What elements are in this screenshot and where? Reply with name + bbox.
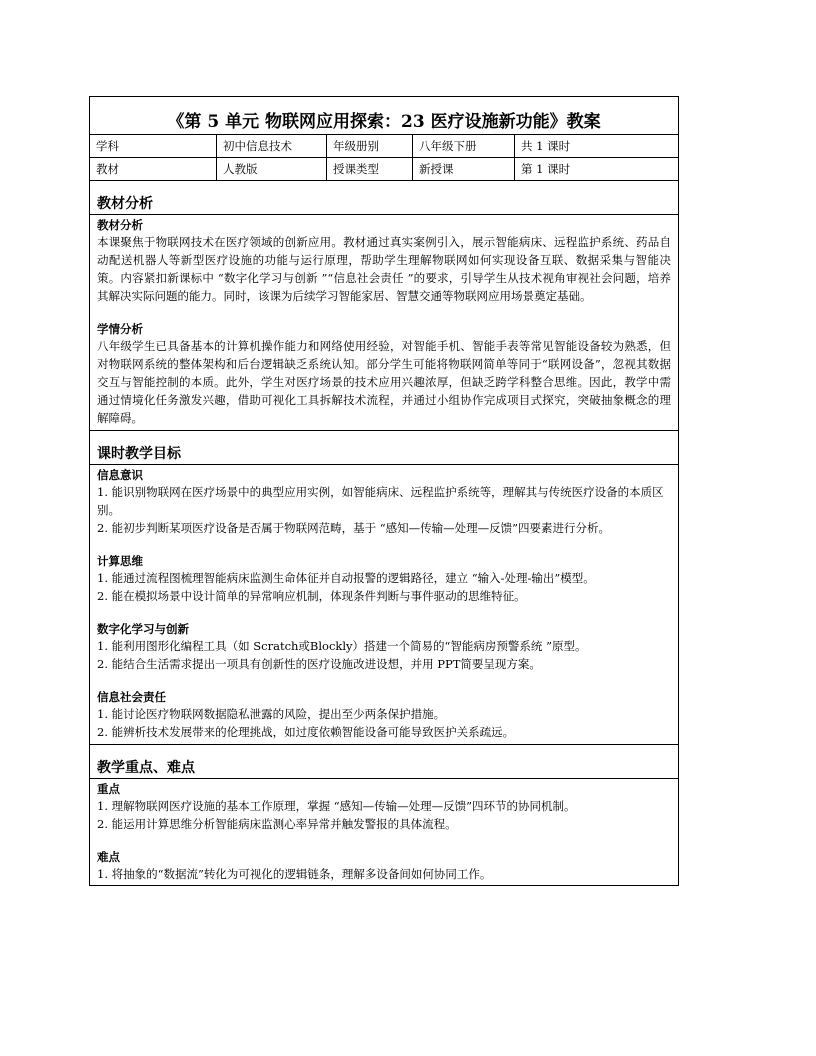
list-item: 1. 能识别物联网在医疗场景中的典型应用实例，如智能病床、远程监护系统等，理解其与传统医疗设备的本质区别。 <box>97 485 664 517</box>
section-body-analysis <box>90 215 678 431</box>
info-cell: 共 1 课时 <box>521 139 571 153</box>
info-cell: 初中信息技术 <box>217 135 327 157</box>
section-heading-keypoints: 教学重点、难点 <box>90 745 678 779</box>
subheading-digital-learning: 数字化学习与创新 <box>97 622 189 636</box>
subheading-learner-analysis: 学情分析 <box>97 322 143 336</box>
section-heading-analysis: 教材分析 <box>90 181 678 215</box>
list-item: 2. 能结合生活需求提出一项具有创新性的医疗设施改进设想，并用 PPT简要呈现方案。 <box>97 657 541 671</box>
list-item: 2. 能在模拟场景中设计简单的异常响应机制，体现条件判断与事件驱动的思维特征。 <box>97 589 526 603</box>
section-heading-objectives: 课时教学目标 <box>90 431 678 465</box>
info-cell: 年级册别 <box>327 135 413 157</box>
list-item: 1. 能讨论医疗物联网数据隐私泄露的风险，提出至少两条保护措施。 <box>97 707 446 721</box>
lesson-plan-table <box>89 96 679 886</box>
info-cell: 新授课 <box>413 158 515 180</box>
info-cell: 第 1 课时 <box>521 162 571 176</box>
info-cell: 学科 <box>90 135 217 157</box>
info-cell: 人教版 <box>217 158 327 180</box>
paragraph-learner-analysis: 八年级学生已具备基本的计算机操作能力和网络使用经验，对智能手机、智能手表等常见智能设备较为熟悉，但对物联网系统的整体架构和后台逻辑缺乏系统认知。部分学生可能将物联网简单等同于“联网设备”，忽视其数据交互与智能控制的本质。此外，学生对医疗场景的技术应用兴趣浓厚，但缺乏跨学科整合思维。因此，教学中需通过情境化任务激发兴趣，借助可视化工具拆解技术流程，并通过小组协作完成项目式探究，突破抽象概念的理解障碍。 <box>97 339 671 425</box>
subheading-info-awareness: 信息意识 <box>97 468 143 482</box>
subheading-key-points: 重点 <box>97 782 120 796</box>
subheading-difficulties: 难点 <box>97 850 120 864</box>
info-cell: 教材 <box>90 158 217 180</box>
section-body-objectives <box>90 465 678 745</box>
info-cell: 授课类型 <box>327 158 413 180</box>
list-item: 1. 将抽象的“数据流”转化为可视化的逻辑链条，理解多设备间如何协同工作。 <box>97 867 492 881</box>
subheading-textbook-analysis: 教材分析 <box>97 218 143 232</box>
subheading-social-responsibility: 信息社会责任 <box>97 690 166 704</box>
subheading-computational-thinking: 计算思维 <box>97 554 143 568</box>
section-body-keypoints <box>90 779 678 885</box>
list-item: 2. 能初步判断某项医疗设备是否属于物联网范畴，基于 “感知—传输—处理—反馈”四要素进行分析。 <box>97 521 611 535</box>
info-cell: 八年级下册 <box>413 135 515 157</box>
list-item: 1. 能通过流程图梳理智能病床监测生命体征并自动报警的逻辑路径，建立 “输入-处理-输出”模型。 <box>97 571 595 585</box>
info-row-subject <box>90 135 678 158</box>
info-row-textbook <box>90 158 678 181</box>
document-title: 《第 5 单元 物联网应用探索：23 医疗设施新功能》教案 <box>90 97 678 135</box>
paragraph-textbook-analysis: 本课聚焦于物联网技术在医疗领域的创新应用。教材通过真实案例引入，展示智能病床、远程监护系统、药品自动配送机器人等新型医疗设施的功能与运行原理，帮助学生理解物联网如何实现设备互联、数据采集与智能决策。内容紧扣新课标中 “数字化学习与创新 ”“信息社会责任 ”的要求，引导学生从技术视角审视社会问题，培养其解决实际问题的能力。同时，该课为后续学习智能家居、智慧交通等物联网应用场景奠定基础。 <box>97 235 671 303</box>
list-item: 2. 能辨析技术发展带来的伦理挑战，如过度依赖智能设备可能导致医护关系疏远。 <box>97 725 515 739</box>
list-item: 1. 能利用图形化编程工具（如 Scratch或Blockly）搭建一个简易的“智能病房预警系统 ”原型。 <box>97 639 587 653</box>
list-item: 2. 能运用计算思维分析智能病床监测心率异常并触发警报的具体流程。 <box>97 817 457 831</box>
list-item: 1. 理解物联网医疗设施的基本工作原理，掌握 “感知—传输—处理—反馈”四环节的协同机制。 <box>97 799 576 813</box>
